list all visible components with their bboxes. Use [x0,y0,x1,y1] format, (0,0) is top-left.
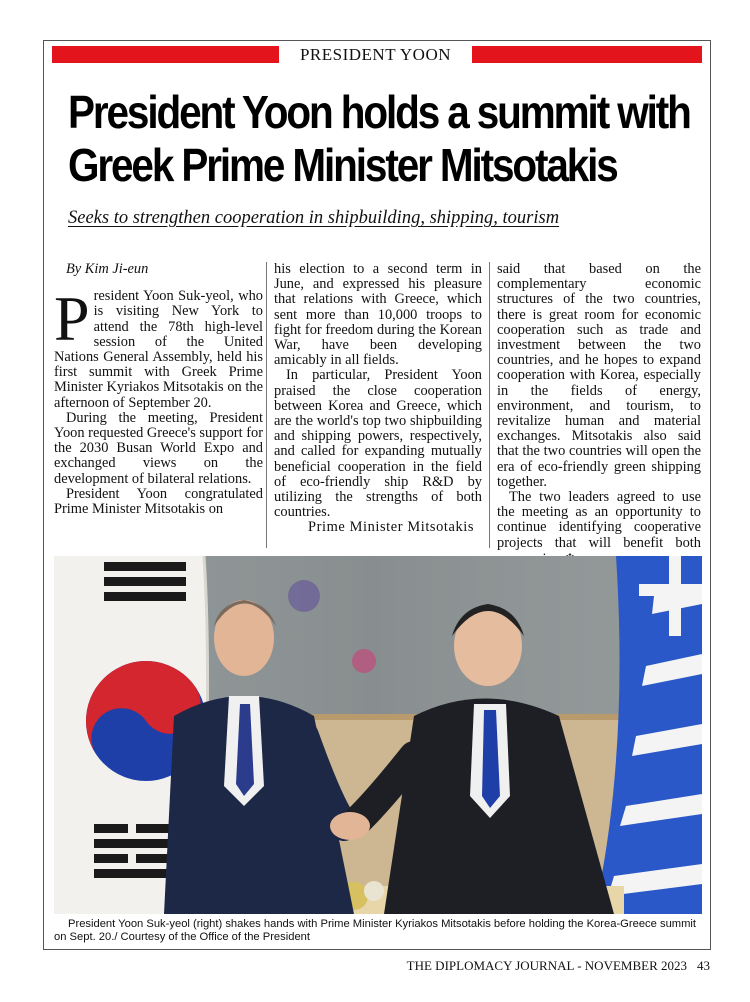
section-label: PRESIDENT YOON [299,45,452,64]
paragraph: President Yoon congratulated Prime Minister Mitsotakis on [54,485,263,518]
paragraph: Prime Minister Mitsotakis [308,519,475,536]
paragraph-continued: his election to a second term in June, and expressed his pleasure that relations with Greece, which sent more than 10,000 troops to fight for freedom during the Korean War, have been developing amicably in all fields. [274,261,482,369]
headline [68,86,690,192]
paragraph-text: The two leaders agreed to use the meeting as an opportunity to continue identifying cooperative projects that will benefit both [497,489,701,551]
byline: By Kim Ji-eun [66,261,149,277]
page-footer [400,958,710,974]
section-bar-left-stripe [52,46,279,63]
article-photo [54,556,702,914]
article-column-1 [54,262,263,517]
subheadline: Seeks to strengthen cooperation in shipbuilding, shipping, tourism [68,208,560,228]
publication-name: THE DIPLOMACY JOURNAL - NOVEMBER 2023 [406,958,687,973]
headline-line-1: President Yoon holds a summit with [68,86,690,138]
lead-paragraph [54,283,263,411]
paragraph-continued: said that based on the complementary economic structures of the two countries, there is great room for economic cooperation such as trade and investment between the two countries, and he hopes to expand cooperation with Korea, especially in the fields of energy, environment, and tourism, to revitalize human and material exchanges. Mitsotakis also said that the two countries will open the era of eco-friendly green shipping together. [497,261,701,490]
headline-line-2: Greek Prime Minister Mitsotakis [68,139,617,191]
photo-caption: President Yoon Suk-yeol (right) shakes hands with Prime Minister Kyriakos Mitsotakis before holding the Korea-Greece summit on Sept. 20./ Courtesy of the Office of the President [54,918,697,943]
page-number: 43 [697,958,710,973]
section-bar-right-stripe [472,46,702,63]
paragraph: During the meeting, President Yoon requested Greece's support for the 2030 Busan World Expo and exchanged views on the development of bilateral relations. [54,409,263,487]
section-header-bar [52,44,702,66]
handshake [330,812,370,840]
drop-cap: P [54,283,90,355]
paragraph-text: resident Yoon Suk-yeol, who is visiting New York to attend the 78th high-level session of the United Nations General Assembly, held his first summit with Greek Prime Minister Kyriakos Mitsotakis on the afternoon of September 20. [54,288,263,411]
article-column-3 [497,262,701,567]
column-rule [489,262,490,548]
article-column-2 [274,262,482,536]
column-rule [266,262,267,548]
paragraph: In particular, President Yoon praised the close cooperation between Korea and Greece, which are the world's top two shipbuilding and shipping powers, respectively, and called for expanding mutually beneficial cooperation in the field of eco-friendly ship R&D by utilizing the strengths of both countries. [274,367,482,521]
